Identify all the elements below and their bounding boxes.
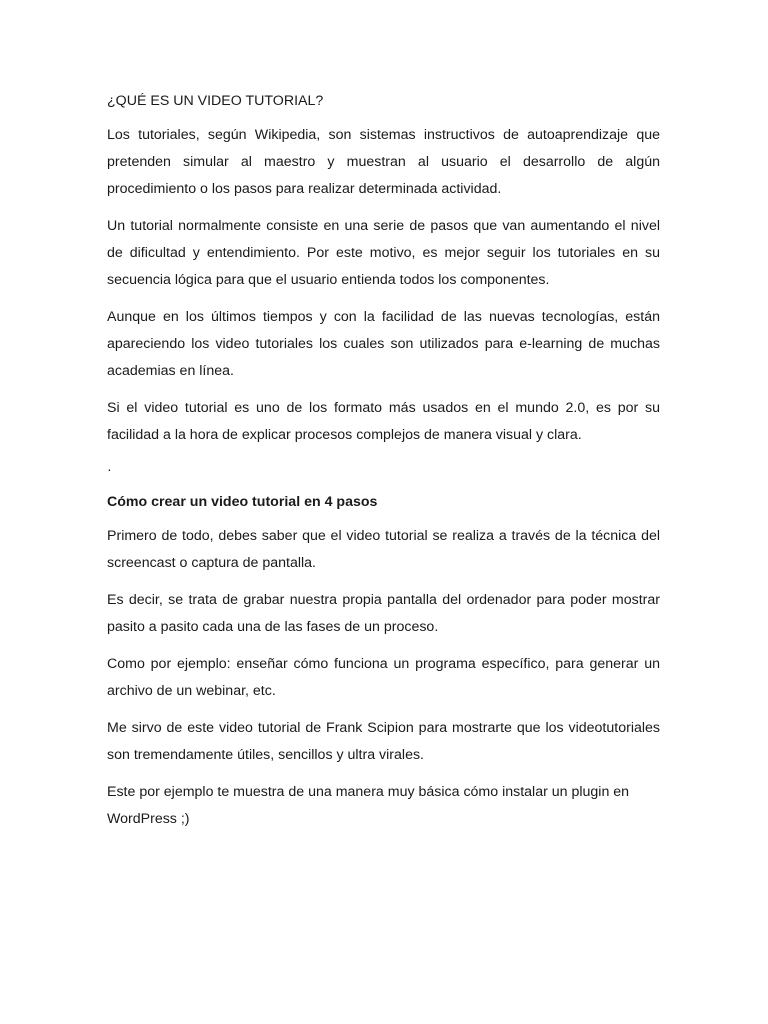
paragraph-frank-scipion: Me sirvo de este video tutorial de Frank Scipion para mostrarte que los videotutoriales son tremendamente útiles, sencillos y ultra virales. — [107, 720, 660, 763]
paragraph-steps: Un tutorial normalmente consiste en una serie de pasos que van aumentando el nivel de dificultad y entendimiento. Por este motivo, es mejor seguir los tutoriales en su secuencia lógica para que el usuario entienda todos los componentes. — [107, 218, 660, 288]
section-title: Cómo crear un video tutorial en 4 pasos — [107, 494, 378, 510]
paragraph-example: Como por ejemplo: enseñar cómo funciona un programa específico, para generar un archivo de un webinar, etc. — [107, 656, 660, 699]
separator-dot: · — [107, 462, 112, 478]
paragraph-record-screen: Es decir, se trata de grabar nuestra propia pantalla del ordenador para poder mostrar pasito a pasito cada una de las fases de un proceso. — [107, 592, 660, 635]
paragraph-wordpress: Este por ejemplo te muestra de una manera muy básica cómo instalar un plugin en WordPress ;) — [107, 784, 630, 827]
document-title: ¿QUÉ ES UN VIDEO TUTORIAL? — [107, 93, 324, 109]
paragraph-screencast: Primero de todo, debes saber que el video tutorial se realiza a través de la técnica del screencast o captura de pantalla. — [107, 528, 660, 571]
paragraph-definition: Los tutoriales, según Wikipedia, son sistemas instructivos de autoaprendizaje que pretenden simular al maestro y muestran al usuario el desarrollo de algún procedimiento o los pasos para realizar determinada actividad. — [107, 127, 660, 197]
paragraph-formats: Si el video tutorial es uno de los formato más usados en el mundo 2.0, es por su facilidad a la hora de explicar procesos complejos de manera visual y clara. — [107, 400, 660, 443]
paragraph-technologies: Aunque en los últimos tiempos y con la facilidad de las nuevas tecnologías, están apareciendo los video tutoriales los cuales son utilizados para e-learning de muchas academias en línea. — [107, 309, 660, 379]
document-page — [107, 88, 660, 843]
